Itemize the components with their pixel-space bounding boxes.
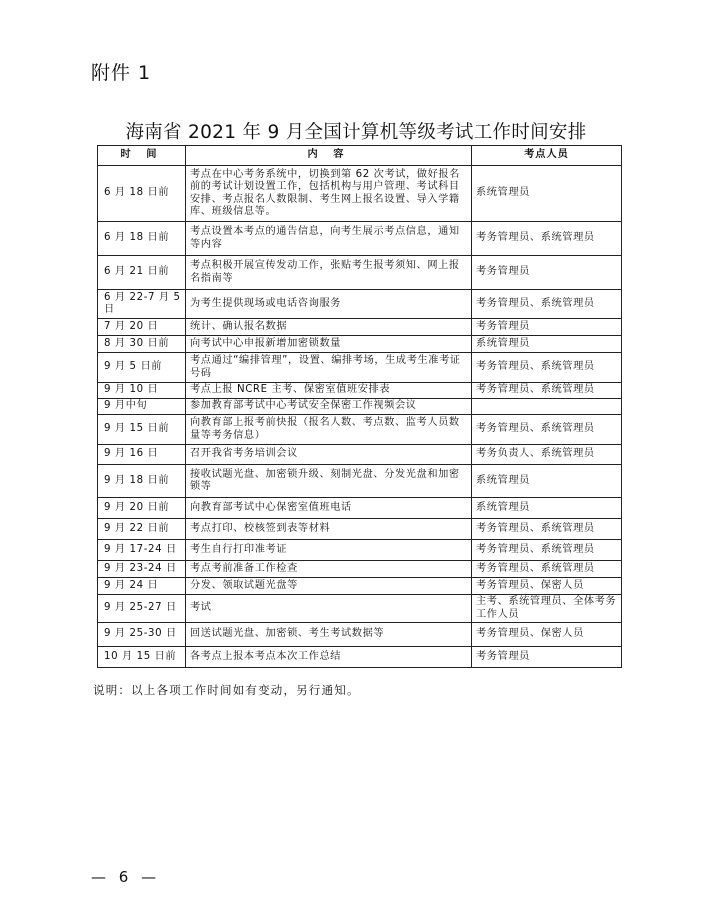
staff-cell: 系统管理员 [472,498,622,519]
table-row [98,336,622,353]
table-row [98,623,622,647]
staff-cell: 考务管理员、系统管理员 [472,290,622,319]
time-cell: 7 月 20 日 [98,319,186,336]
content-cell: 考点积极开展宣传发动工作，张贴考生报考须知、网上报名指南等 [186,256,472,290]
time-cell: 6 月 18 日前 [98,166,186,222]
content-cell: 考点设置本考点的通告信息，向考生展示考点信息，通知等内容 [186,222,472,256]
content-cell: 分发、领取试题光盘等 [186,578,472,595]
staff-cell: 考务管理员、系统管理员 [472,561,622,578]
staff-cell: 考务管理员、系统管理员 [472,353,622,383]
time-cell: 9 月 20 日前 [98,498,186,519]
staff-cell: 考务管理员 [472,319,622,336]
staff-cell: 考务管理员、保密人员 [472,578,622,595]
time-cell: 10 月 15 日前 [98,647,186,668]
time-cell: 6 月 21 日前 [98,256,186,290]
time-cell: 9 月 16 日 [98,445,186,465]
page-number: — 6 — [91,868,161,886]
time-cell: 9 月 25-27 日 [98,595,186,623]
content-cell: 召开我省考务培训会议 [186,445,472,465]
table-row [98,319,622,336]
content-cell: 考点在中心考务系统中，切换到第 62 次考试，做好报名前的考试计划设置工作，包括机构与用户管理、考试科目安排、考点报名人数限制、考生网上报名设置、导入学籍库、班级信息等。 [186,166,472,222]
staff-cell: 考务管理员、系统管理员 [472,519,622,540]
time-cell: 9 月 17-24 日 [98,540,186,561]
content-cell: 考生自行打印准考证 [186,540,472,561]
content-cell: 各考点上报本考点本次工作总结 [186,647,472,668]
staff-cell: 考务负责人、系统管理员 [472,445,622,465]
staff-cell: 考务管理员 [472,647,622,668]
staff-cell: 考务管理员 [472,256,622,290]
staff-cell: 考务管理员、系统管理员 [472,415,622,445]
content-cell: 参加教育部考试中心考试安全保密工作视频会议 [186,399,472,415]
table-row [98,256,622,290]
time-cell: 9 月 22 日前 [98,519,186,540]
time-cell: 9 月 10 日 [98,383,186,399]
table-row [98,399,622,415]
header-time: 时 间 [98,146,186,166]
time-cell: 9 月 5 日前 [98,353,186,383]
time-cell: 9 月 15 日前 [98,415,186,445]
time-cell: 9 月 25-30 日 [98,623,186,647]
time-cell: 9 月中旬 [98,399,186,415]
time-cell: 9 月 24 日 [98,578,186,595]
content-cell: 向教育部考试中心保密室值班电话 [186,498,472,519]
time-cell: 9 月 23-24 日 [98,561,186,578]
staff-cell: 考务管理员、系统管理员 [472,222,622,256]
document-title: 海南省 2021 年 9 月全国计算机等级考试工作时间安排 [125,122,587,143]
table-row [98,445,622,465]
table-row [98,222,622,256]
table-row [98,415,622,445]
content-cell: 回送试题光盘、加密锁、考生考试数据等 [186,623,472,647]
content-cell: 考点上报 NCRE 主考、保密室值班安排表 [186,383,472,399]
content-cell: 向教育部上报考前快报（报名人数、考点数、监考人员数量等考务信息） [186,415,472,445]
staff-cell: 考务管理员、系统管理员 [472,540,622,561]
staff-cell: 主考、系统管理员、全体考务工作人员 [472,595,622,623]
table-row [98,290,622,319]
content-cell: 为考生提供现场或电话咨询服务 [186,290,472,319]
table-row [98,166,622,222]
attachment-label: 附件 1 [91,62,152,84]
table-row [98,540,622,561]
staff-cell: 考务管理员、系统管理员 [472,383,622,399]
schedule-table [97,145,622,668]
staff-cell: 系统管理员 [472,336,622,353]
table-row [98,383,622,399]
content-cell: 向考试中心申报新增加密锁数量 [186,336,472,353]
staff-cell [472,399,622,415]
header-content: 内 容 [186,146,472,166]
time-cell: 8 月 30 日前 [98,336,186,353]
staff-cell: 系统管理员 [472,166,622,222]
table-row [98,465,622,498]
content-cell: 接收试题光盘、加密锁升级、刻制光盘、分发光盘和加密锁等 [186,465,472,498]
time-cell: 9 月 18 日前 [98,465,186,498]
table-row [98,595,622,623]
header-staff: 考点人员 [472,146,622,166]
table-row [98,519,622,540]
staff-cell: 考务管理员、保密人员 [472,623,622,647]
table-row [98,578,622,595]
content-cell: 考点通过“编排管理”，设置、编排考场，生成考生准考证号码 [186,353,472,383]
table-row [98,498,622,519]
table-row [98,353,622,383]
footnote: 说明：以上各项工作时间如有变动，另行通知。 [93,683,360,697]
content-cell: 考点打印、校核签到表等材料 [186,519,472,540]
table-row [98,561,622,578]
time-cell: 6 月 18 日前 [98,222,186,256]
content-cell: 考试 [186,595,472,623]
staff-cell: 系统管理员 [472,465,622,498]
time-cell: 6 月 22-7 月 5 日 [98,290,186,319]
content-cell: 考点考前准备工作检查 [186,561,472,578]
table-row [98,647,622,668]
content-cell: 统计、确认报名数据 [186,319,472,336]
table-header-row [98,146,622,166]
